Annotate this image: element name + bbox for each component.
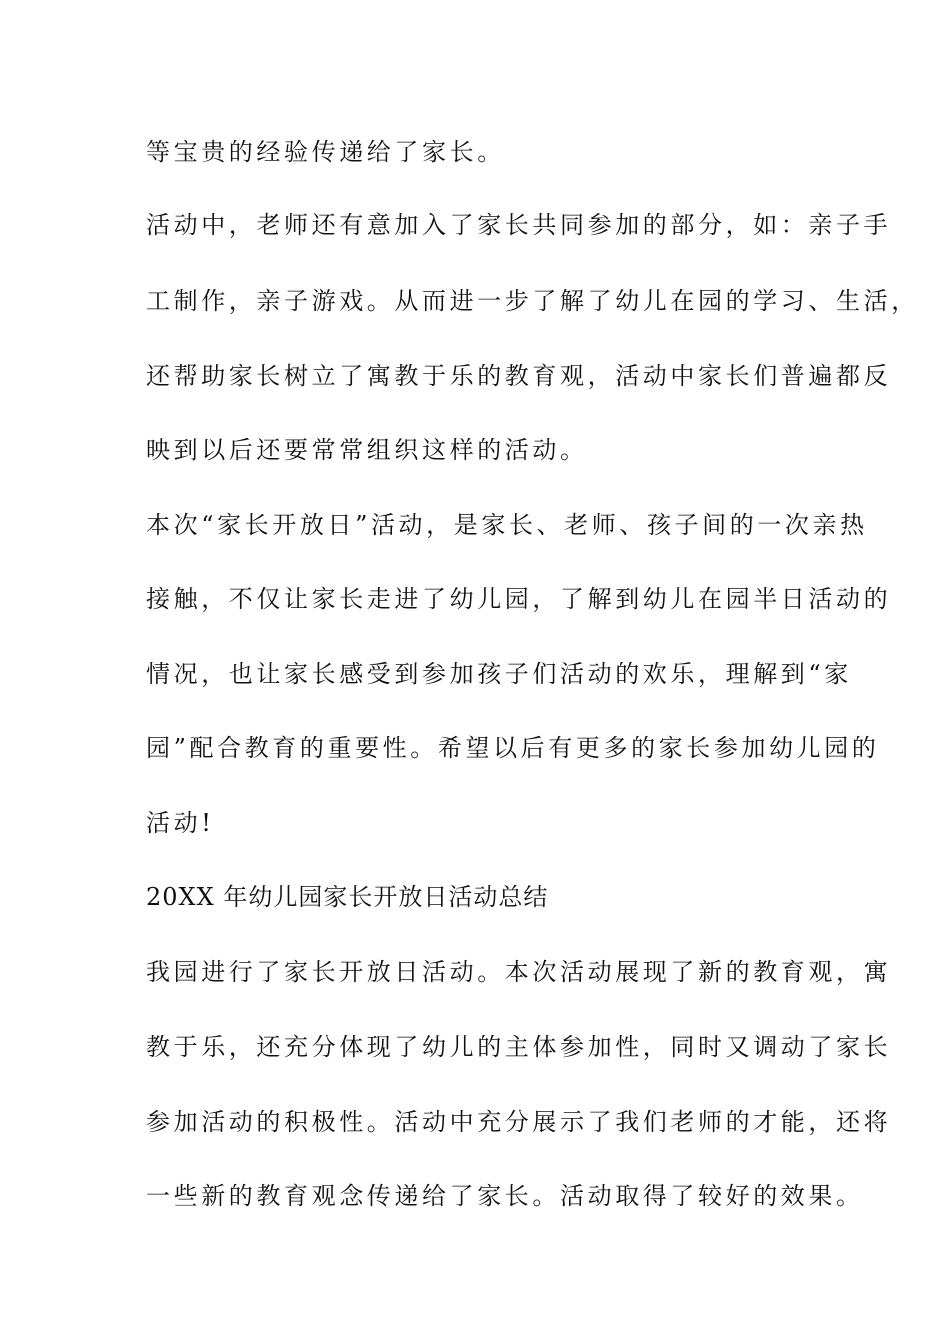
section-heading: 20XX 年幼儿园家长开放日活动总结 [146, 883, 549, 911]
paragraph-line: 一些新的教育观念传递给了家长。活动取得了较好的效果。 [146, 1182, 864, 1210]
paragraph-line: 等宝贵的经验传递给了家长。 [146, 138, 505, 166]
paragraph-line: 情况，也让家长感受到参加孩子们活动的欢乐，理解到“家 [146, 660, 852, 688]
paragraph-line: 园”配合教育的重要性。希望以后有更多的家长参加幼儿园的 [146, 734, 880, 762]
paragraph-line: 本次“家长开放日”活动，是家长、老师、孩子间的一次亲热 [146, 511, 868, 539]
paragraph-line: 映到以后还要常常组织这样的活动。 [146, 436, 588, 464]
paragraph-line: 活动中，老师还有意加入了家长共同参加的部分，如：亲子手 [146, 211, 892, 239]
paragraph-line: 教于乐，还充分体现了幼儿的主体参加性，同时又调动了家长 [146, 1033, 892, 1061]
paragraph-line: 活动! [146, 809, 215, 837]
paragraph-line: 工制作，亲子游戏。从而进一步了解了幼儿在园的学习、生活， [146, 287, 919, 315]
paragraph-line: 参加活动的积极性。活动中充分展示了我们老师的才能，还将 [146, 1108, 892, 1136]
paragraph-line: 还帮助家长树立了寓教于乐的教育观，活动中家长们普遍都反 [146, 362, 892, 390]
paragraph-line: 我园进行了家长开放日活动。本次活动展现了新的教育观，寓 [146, 958, 892, 986]
paragraph-line: 接触，不仅让家长走进了幼儿园，了解到幼儿在园半日活动的 [146, 585, 892, 613]
